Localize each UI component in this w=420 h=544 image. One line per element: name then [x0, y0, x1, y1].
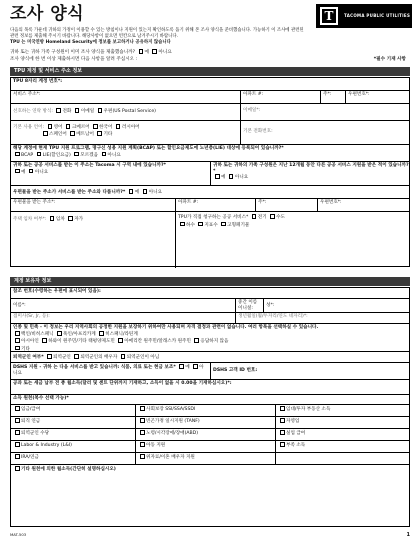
language-label: 기본 사용 언어: — [13, 125, 45, 130]
other-assistance-question — [211, 162, 411, 185]
income-row-4 — [11, 441, 409, 453]
lang-vietnamese-label: 베트남어 — [76, 132, 94, 138]
tacoma-logo — [316, 4, 412, 28]
income-child-support-label: 아동 지원 — [146, 443, 166, 448]
city-limits-text: 귀하 또는 공공 서비스를 받는 이 주소는 Tacoma 시 구역 내에 있습니까?* — [13, 163, 167, 168]
row-suffix — [11, 313, 409, 324]
income-ira-label: IRA/연금 — [21, 455, 39, 460]
contact-phone-checkbox[interactable] — [56, 108, 61, 113]
income-wages-checkbox[interactable] — [15, 406, 20, 411]
apt-field[interactable]: 아파트 #: — [241, 91, 321, 103]
row-mail-diff — [11, 186, 409, 199]
income-row-3 — [11, 429, 409, 441]
income-wages-label: 임금/급여 — [21, 407, 41, 412]
income-row-2 — [11, 417, 409, 429]
income-cell-3-1 — [11, 429, 136, 440]
income-cell-3-3 — [276, 429, 411, 440]
race-white-label: 백인/비히스패닉 — [21, 332, 54, 338]
last-name-field[interactable]: 성*: — [266, 303, 275, 308]
language-field — [11, 121, 241, 144]
lang-khmer-label: 크메르어 — [71, 125, 90, 130]
race-noresponse-label: 응답하지 않음 — [200, 339, 229, 345]
row-income-label — [11, 395, 409, 405]
race-native-label: 아메리칸 원주민/알래스카 원주민 — [124, 339, 191, 345]
mail-apt-field[interactable]: 아파트 #: — [176, 199, 256, 211]
service-surface-label: 지표수 — [204, 222, 218, 228]
intro-line-1: 다음의 목록 가운데 귀하의 가정이 이용할 수 있는 방침이나 지원이 있는지 확인하도록 돕기 위해 본 조사 양식을 준비했습니다. 가능하기 이 조사에 관련된 — [10, 28, 304, 33]
residence-rent-label: 임차 — [55, 217, 65, 222]
prior-yes-label: 예 — [144, 50, 149, 55]
city-no-label: 아니요 — [34, 169, 49, 175]
service-electric-label: 전기 — [257, 215, 267, 220]
suffix-field[interactable]: 접미사(Sr, Jr, 등): — [11, 313, 236, 323]
row-name — [11, 299, 409, 313]
race-other-checkbox[interactable] — [15, 346, 20, 351]
income-cell-5-1 — [11, 453, 136, 464]
residence-own-label: 자가 — [74, 217, 84, 222]
service-solid-checkbox[interactable] — [221, 222, 226, 227]
income-self-label: 자영업 — [286, 419, 300, 424]
income-pension-label: 퇴직 연금 — [21, 419, 41, 424]
income-abd-checkbox[interactable] — [140, 430, 145, 435]
income-abd-label: 노령/시각장애/장애(ABD) — [146, 431, 199, 436]
logo-text: TACOMA PUBLIC UTILITIES — [344, 12, 411, 18]
income-other-checkbox[interactable] — [15, 466, 20, 471]
income-cell-5-2 — [136, 453, 276, 464]
zip-field[interactable]: 우편번호*: — [348, 92, 370, 97]
veteran-no-checkbox[interactable] — [121, 354, 126, 359]
lang-spanish-label: 스페인어 — [49, 132, 67, 138]
assist-yes-checkbox[interactable] — [215, 174, 220, 179]
income-tribal-checkbox[interactable] — [280, 442, 285, 447]
income-child-support-checkbox[interactable] — [140, 442, 145, 447]
service-address-field[interactable]: 서비스 주소*: — [11, 91, 241, 103]
income-veteran-checkbox[interactable] — [15, 430, 20, 435]
income-cell-5-3 — [276, 453, 411, 464]
row-contact — [11, 104, 409, 121]
row-language — [11, 121, 409, 145]
contact-email-label: 이메일 — [80, 109, 95, 114]
logo-mark: T — [320, 7, 338, 25]
program-question — [11, 145, 409, 161]
income-alimony-checkbox[interactable] — [140, 454, 145, 459]
income-cell-2-1 — [11, 417, 136, 428]
service-sewer-checkbox[interactable] — [180, 222, 185, 227]
race-black-label: 흑인/아프리카계 — [63, 332, 96, 338]
program-bcap-label: BCAP — [21, 152, 34, 158]
program-unknown-label: 모르겠음 — [80, 152, 99, 158]
income-cell-4-1 — [11, 441, 136, 452]
lang-spanish-checkbox[interactable] — [43, 131, 48, 136]
services-field — [176, 212, 411, 268]
income-row-1 — [11, 405, 409, 417]
residence-field — [11, 212, 176, 268]
income-cell-3-2 — [136, 429, 276, 440]
program-unknown-checkbox[interactable] — [74, 152, 79, 157]
dshs-no-label: 아니요 — [13, 365, 204, 376]
mail-yes-checkbox[interactable] — [129, 189, 134, 194]
veteran-no-label: 퇴역군인이 아님 — [126, 355, 160, 360]
prior-yes-checkbox[interactable] — [139, 49, 144, 54]
services-label: TPU가 직접 청구하는 공공 서비스* — [178, 215, 249, 220]
contact-mail-checkbox[interactable] — [98, 108, 103, 113]
race-asian-label: 아시아인 — [21, 339, 39, 345]
dshs-yes-label: 예 — [185, 365, 190, 370]
income-cell-1-3 — [276, 405, 411, 416]
city-limits-question — [11, 162, 211, 185]
city-yes-label: 예 — [21, 169, 26, 175]
service-solid-label: 고형폐기물 — [227, 222, 250, 228]
mail-zip-field[interactable]: 우편번호*: — [320, 200, 342, 205]
income-source-label: 소득 원천(복수 선택 가능)* — [13, 396, 69, 401]
row-identity — [11, 324, 409, 352]
program-question-text: 해당 계정에 현재 TPU 지원 프로그램, 명구신 성용 지원 계획(BCAP) 또는 할인요금제도에 노년층(LIE) 대상에 등록되어 있습니까?* — [13, 146, 284, 151]
prior-question-text: 귀하 또는 귀하 가족 구성원이 이미 조사 양식을 제출했습니까? — [10, 50, 136, 55]
lang-khmer-checkbox[interactable] — [66, 124, 71, 129]
prior-no-label: 아니요 — [158, 50, 172, 55]
income-cell-2-3 — [276, 417, 411, 428]
prior-note-text: 조사 양식에 한 번 이상 제출하시면 다음 사항을 알려 주십시오 : — [10, 57, 138, 62]
race-white-checkbox[interactable] — [15, 331, 20, 336]
income-row-5 — [11, 453, 409, 465]
phone-field[interactable]: 기본 전화번호: — [243, 129, 273, 134]
income-tanf-checkbox[interactable] — [140, 418, 145, 423]
email-field[interactable]: 이메일*: — [243, 108, 261, 113]
service-water-checkbox[interactable] — [270, 214, 275, 219]
income-ssi-label: 사회보장 SSI/SSA/SSDI — [146, 407, 196, 412]
veteran-spouse-label: 퇴역군인의 배우자 — [80, 355, 118, 360]
veteran-spouse-checkbox[interactable] — [74, 354, 79, 359]
race-other-label: 기타 — [21, 346, 30, 351]
row-household-income — [11, 380, 409, 395]
race-pacific-checkbox[interactable] — [42, 338, 47, 343]
page-title: 조사 양식 — [10, 4, 85, 24]
service-surface-checkbox[interactable] — [198, 222, 203, 227]
contact-phone-label: 전화 — [62, 109, 72, 114]
survey-page — [8, 4, 412, 540]
income-veteran-label: 퇴역군인 수당 — [21, 431, 50, 436]
row-mail-address — [11, 199, 409, 212]
income-tanf-label: 빈곤가정 일시지원 (TANF) — [146, 419, 200, 424]
city-yes-checkbox[interactable] — [15, 169, 20, 174]
lang-russian-checkbox[interactable] — [116, 124, 121, 129]
row-dshs — [11, 363, 409, 380]
lang-other-label: 기타 — [103, 132, 113, 138]
lang-korean-label: 한국어 — [99, 125, 113, 130]
section-account-bar: TPU 계정 및 서비스 주소 정보 — [10, 67, 410, 76]
lang-korean-checkbox[interactable] — [93, 124, 98, 129]
race-noresponse-checkbox[interactable] — [194, 338, 199, 343]
program-no-label: 아니요 — [107, 152, 121, 158]
veteran-question-text: 퇴역군인 여부* — [13, 355, 44, 360]
page-number: 1 — [406, 532, 410, 538]
service-sewer-label: 하수 — [186, 222, 195, 228]
lang-english-checkbox[interactable] — [48, 124, 53, 129]
veteran-yes-checkbox[interactable] — [47, 354, 52, 359]
state-field[interactable]: 주*: — [321, 91, 346, 103]
income-other-label: 기타 원천에 의한 월소득(간단히 설명하십시오) — [21, 467, 116, 472]
residence-label: 주택 임차 여부*: — [13, 217, 47, 222]
assist-no-checkbox[interactable] — [229, 174, 234, 179]
income-tribal-label: 부족 소득 — [286, 443, 306, 448]
prior-note — [10, 57, 410, 63]
prior-submission-question — [10, 49, 410, 56]
income-cell-1-1 — [11, 405, 136, 416]
intro-text — [10, 28, 410, 46]
section-holder-box — [10, 287, 410, 527]
mail-no-label: 아니요 — [148, 190, 163, 195]
mail-yes-label: 예 — [134, 190, 140, 195]
lang-other-checkbox[interactable] — [97, 131, 102, 136]
prior-no-checkbox[interactable] — [152, 49, 157, 54]
dshs-id-field[interactable]: DSHS 고객 ID 번호: — [213, 368, 258, 373]
first-name-field[interactable]: 이름*: — [11, 299, 236, 312]
middle-initial-field[interactable]: 중간 이름 이니셜: — [236, 299, 264, 312]
income-rental-checkbox[interactable] — [280, 406, 285, 411]
mail-state-field[interactable]: 주*: — [256, 199, 318, 211]
city-no-checkbox[interactable] — [29, 169, 34, 174]
contact-email-checkbox[interactable] — [75, 108, 80, 113]
residence-own-checkbox[interactable] — [68, 216, 73, 221]
intro-line-2: 관련 정보를 제출해 주시기 바랍니다. 해당사항이 없으면 빈칸으로 남겨주시기 바랍니다. — [10, 33, 179, 39]
identity-question — [11, 324, 409, 351]
mail-no-checkbox[interactable] — [143, 189, 148, 194]
race-asian-checkbox[interactable] — [15, 338, 20, 343]
income-unemployment-label: 실업 급여 — [286, 431, 306, 436]
income-rental-label: 임대/투자 부동산 소득 — [286, 407, 331, 412]
service-electric-checkbox[interactable] — [252, 214, 257, 219]
race-black-checkbox[interactable] — [57, 331, 62, 336]
program-lie-checkbox[interactable] — [37, 152, 42, 157]
program-lie-label: LIE(할인요금) — [42, 152, 71, 158]
row-residence — [11, 212, 409, 268]
required-note: *필수 기재 사항 — [373, 57, 406, 62]
income-ira-checkbox[interactable] — [15, 454, 20, 459]
income-lni-label: Labor & Industry (L&I) — [21, 443, 72, 448]
contact-mail-label: 우편(US Postal Service) — [103, 109, 156, 114]
residence-rent-checkbox[interactable] — [50, 216, 55, 221]
income-unemployment-checkbox[interactable] — [280, 430, 285, 435]
lang-vietnamese-checkbox[interactable] — [70, 131, 75, 136]
income-alimony-label: 위자료/이혼 배우자 지원 — [146, 455, 195, 460]
identity-question-text: 인종 및 민족 - 이 정보는 우리 지역사회의 공정한 지원을 보장하기 위하여만 사용되며 자격 결정과 관련이 없습니다. 여러 항목을 선택하실 수 있습니다. — [13, 325, 319, 330]
lang-english-label: 영어 — [53, 125, 63, 130]
income-other-field[interactable] — [11, 465, 409, 528]
income-pension-checkbox[interactable] — [15, 418, 20, 423]
dshs-question-text: DSHS 지원 - 귀하 는 다음 서비스를 받고 있습니까: 식품, 의료 또는 현금 보조* — [13, 365, 176, 370]
lang-russian-label: 러시아어 — [121, 125, 140, 130]
dshs-yes-checkbox[interactable] — [179, 364, 184, 369]
row-account — [11, 78, 409, 91]
race-native-checkbox[interactable] — [118, 338, 123, 343]
row-program — [11, 145, 409, 162]
row-veteran — [11, 352, 409, 363]
mail-diff-text: 우편물을 받는 주소가 서비스를 받는 주소와 다릅니까?* — [13, 190, 126, 195]
income-self-checkbox[interactable] — [280, 418, 285, 423]
dshs-no-checkbox[interactable] — [193, 364, 198, 369]
program-no-checkbox[interactable] — [102, 152, 107, 157]
income-cell-4-3 — [276, 441, 411, 452]
assist-no-label: 아니요 — [234, 175, 249, 180]
row-city-limits — [11, 162, 409, 186]
dob-field[interactable]: 생년월일(월/두자리/연도 네자리)*: — [238, 314, 308, 319]
service-water-label: 수도 — [276, 215, 286, 220]
form-code: MAT-503 — [10, 532, 27, 538]
contact-pref-field — [11, 104, 241, 120]
income-lni-checkbox[interactable] — [15, 442, 20, 447]
income-row-other — [11, 465, 409, 528]
section-account-box — [10, 77, 410, 267]
program-bcap-checkbox[interactable] — [15, 152, 20, 157]
monthly-income-field[interactable]: 공과 또는 세금 납부 전 총 월소득(달러 및 센트 단위까지 기재하고, 소득이 없을 시 0.00을 기재하십시오)*: — [13, 381, 232, 386]
race-hispanic-label: 히스패닉/라틴계 — [105, 332, 138, 338]
veteran-yes-label: 퇴역군인 — [53, 355, 71, 360]
race-pacific-label: 하와이 원주민/기타 태평양제도민 — [48, 339, 115, 345]
income-cell-1-2 — [136, 405, 276, 416]
mail-diff-question — [11, 186, 409, 198]
income-ssi-checkbox[interactable] — [140, 406, 145, 411]
intro-line-3: TPU 는 미국연방 Homeland Security에 정보를 보고하거나 공유하지 않습니다 — [10, 39, 171, 45]
account-number-field[interactable]: TPU 8자리 계정 번호*: — [13, 79, 63, 84]
income-cell-2-2 — [136, 417, 276, 428]
reference-number-field[interactable]: 참조 번호(수령하는 우편에 표시되어 있음): — [13, 289, 101, 294]
row-address — [11, 91, 409, 104]
dshs-question — [11, 363, 211, 379]
assist-yes-label: 예 — [221, 175, 226, 180]
section-holder-bar: 계정 보유자 정보 — [10, 277, 410, 286]
row-id — [11, 288, 409, 299]
contact-pref-label: 선호하는 연락 방식: — [13, 109, 53, 114]
veteran-question — [11, 352, 409, 362]
race-hispanic-checkbox[interactable] — [99, 331, 104, 336]
income-cell-4-2 — [136, 441, 276, 452]
mail-address-field[interactable]: 우편물을 받는 주소*: — [11, 199, 176, 211]
other-assistance-text: 귀하 또는 귀하의 가족 구성원은 지난 12개월 동안 다른 공공 서비스 지원을 받은 적이 있습니까?* — [213, 163, 409, 174]
